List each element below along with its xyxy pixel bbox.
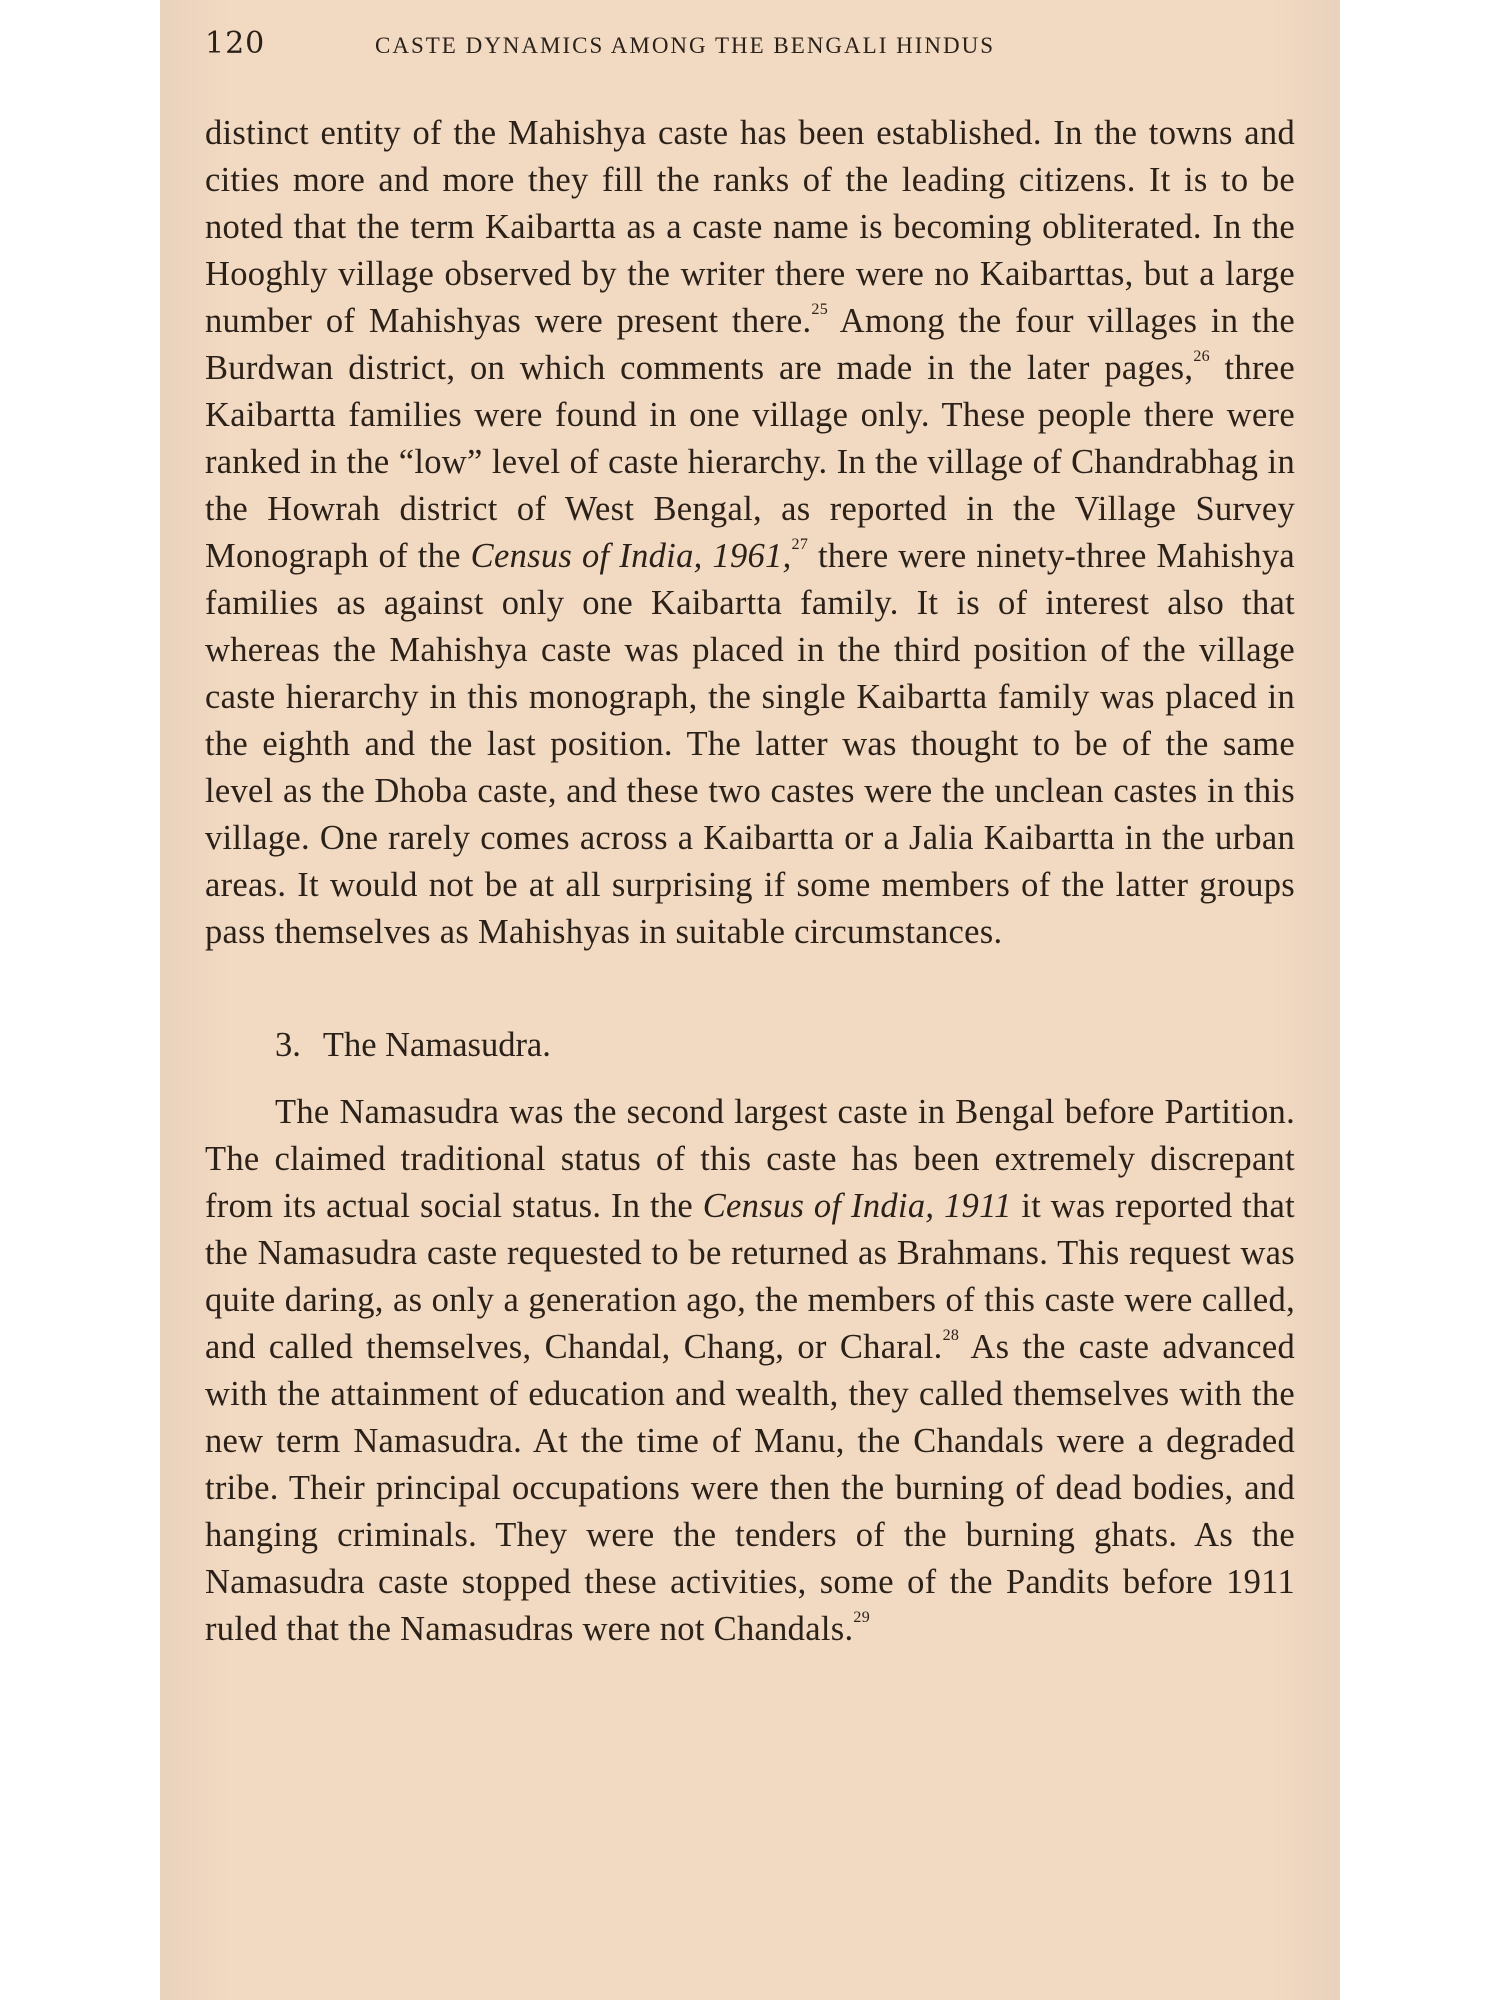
section-title: The Namasudra. — [322, 1026, 551, 1064]
paragraph-text: distinct entity of the Mahishya caste has been established. In the towns and cities more and more they fill the ranks of the leading citizens. It is to be noted that the term Kaibartta as a caste name is becoming obliterated. In the Hooghly village observed by the writer there were no Kaibarttas, but a large number of Mahishyas were present there. — [205, 114, 1295, 340]
section-number: 3. — [275, 1026, 301, 1064]
book-page — [160, 0, 1340, 2000]
paragraph-text: it was reported that the Namasudra caste requested to be returned as Brahmans. This request was quite daring, as only a generation ago, the members of this caste were called, and called themselves, Chandal, Chang, or Charal. — [205, 1187, 1296, 1366]
running-title: CASTE DYNAMICS AMONG THE BENGALI HINDUS — [375, 33, 996, 58]
paragraph-namasudra — [205, 1089, 1295, 1653]
section-heading — [275, 1022, 1295, 1069]
paragraph-text: Among the four villages in the Burdwan district, on which comments are made in the later pages, — [205, 302, 1296, 387]
footnote-ref-29: 29 — [853, 1608, 870, 1626]
paragraph-text: there were ninety-three Mahishya families as against only one Kaibartta family. It is of interest also that whereas the Mahishya caste was placed in the third position of the village caste hierarchy in this monograph, the single Kaibartta family was placed in the eighth and the last position. The latter was thought to be of the same level as the Dhoba caste, and these two castes were the unclean castes in this village. One rarely comes across a Kaibartta or a Jalia Kaibartta in the urban areas. It would not be at all surprising if some members of the latter groups pass themselves as Mahishyas in suitable circumstances. — [205, 537, 1295, 951]
footnote-ref-28: 28 — [942, 1326, 960, 1344]
page-number: 120 — [205, 26, 266, 61]
paragraph-text: The Namasudra was the second largest caste in Bengal before Partition. The claimed traditional status of this caste has been extremely discrepant from its actual social status. In the — [205, 1093, 1295, 1225]
paragraph-text: three Kaibartta families were found in one village only. These people there were ranked in the “low” level of caste hierarchy. In the village of Chandrabhag in the Howrah district of West Bengal, as reported in the Village Survey Monograph of the — [205, 349, 1296, 575]
citation-census-1961: Census of India, 1961, — [470, 537, 792, 575]
citation-census-1911: Census of India, 1911 — [702, 1187, 1012, 1225]
page-body — [205, 110, 1295, 1653]
paragraph-text: As the caste advanced with the attainment of education and wealth, they called themselves with the new term Namasudra. At the time of Manu, the Chandals were a degraded tribe. Their principal occupations were then the burning of dead bodies, and hanging criminals. They were the tenders of the burning ghats. As the Namasudra caste stopped these activities, some of the Pandits before 1911 ruled that the Namasudras were not Chandals. — [205, 1328, 1295, 1648]
footnote-ref-27: 27 — [791, 535, 809, 553]
running-head — [205, 26, 1295, 66]
footnote-ref-25: 25 — [811, 300, 828, 318]
footnote-ref-26: 26 — [1193, 347, 1210, 365]
paragraph-mahishya — [205, 110, 1295, 956]
